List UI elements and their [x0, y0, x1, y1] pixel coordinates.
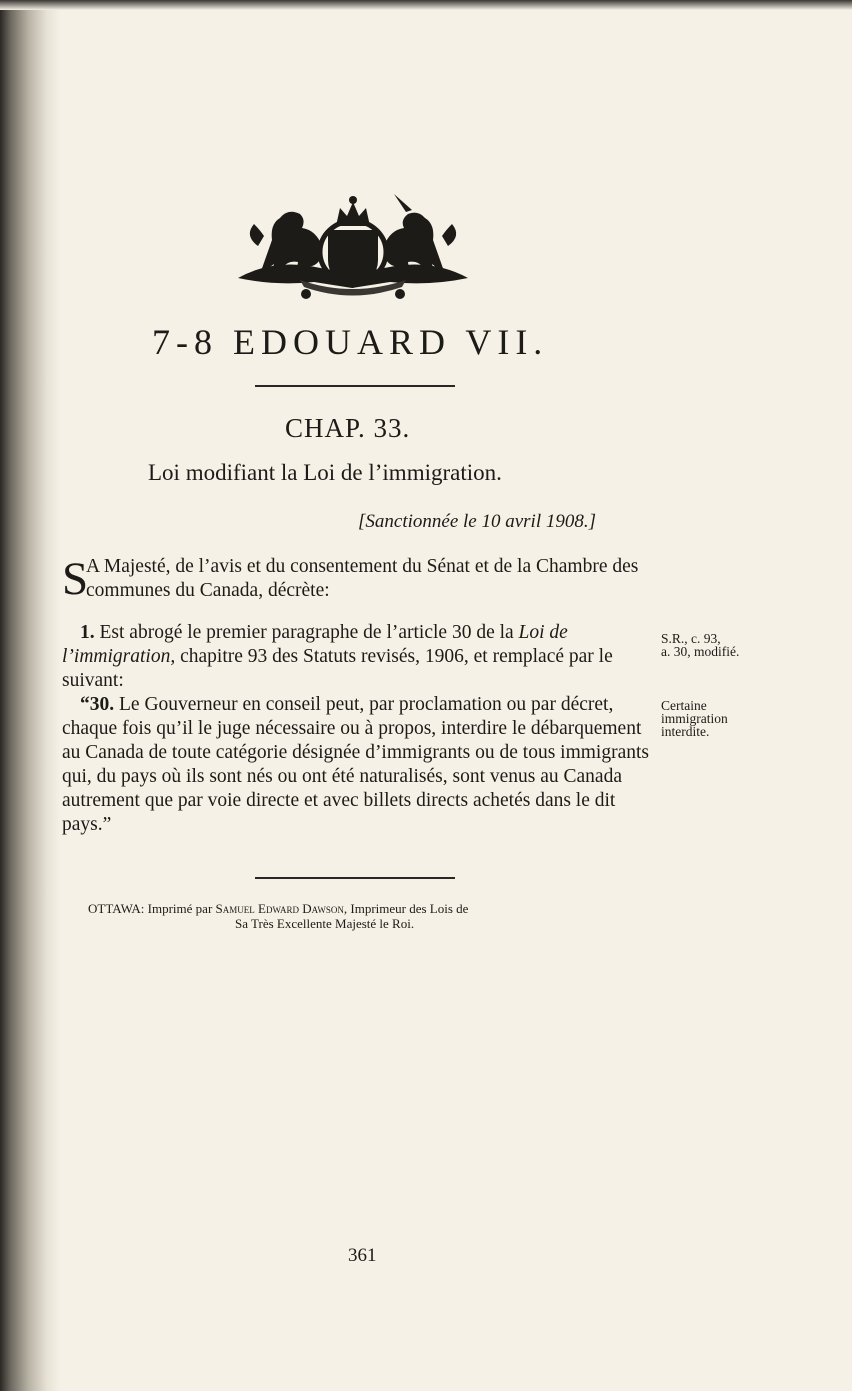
marginal-note-reference — [661, 632, 739, 658]
section-30-number: “30. — [80, 694, 115, 715]
marginal-note-2-line-3: interdite. — [661, 724, 710, 739]
act-body — [62, 555, 662, 837]
page-top-edge — [0, 0, 852, 10]
imprint-suffix: , Imprimeur des Lois de — [343, 901, 469, 916]
printer-imprint — [88, 901, 468, 931]
imprint-prefix: OTTAWA: Imprimé par — [88, 901, 216, 916]
section-1-number: 1. — [80, 622, 95, 643]
regnal-year-heading: 7-8 EDOUARD VII. — [152, 322, 549, 362]
section-1-text-before: Est abrogé le premier paragraphe de l’article 30 de la — [94, 622, 519, 643]
imprint-line-2: Sa Très Excellente Majesté le Roi. — [235, 916, 415, 931]
section-1 — [62, 621, 662, 693]
marginal-note-2-line-2: immigration — [661, 711, 728, 726]
page-number: 361 — [348, 1245, 377, 1266]
act-name-reference: Loi de l’immigration, — [62, 622, 568, 667]
chapter-number: CHAP. 33. — [285, 413, 411, 443]
section-30-text: Le Gouverneur en conseil peut, par proclamation ou par décret, chaque fois qu’il le juge nécessaire ou à propos, interdire le débarquement au Canada de toute catégorie désignée d’immigrants ou de tous immigrants qui, du pays où ils sont nés ou ont été naturalisés, sont venus au Canada autrement que par voie directe et avec billets directs achetés dans le dit pays.” — [62, 694, 649, 835]
book-gutter-shadow — [0, 0, 60, 1391]
marginal-note-subject — [661, 699, 728, 738]
enacting-clause-text: A Majesté, de l’avis et du consentement du Sénat et de la Chambre des communes du Canada, décrète: — [86, 556, 639, 601]
enacting-clause — [62, 555, 662, 603]
act-title: Loi modifiant la Loi de l’immigration. — [148, 460, 502, 485]
royal-coat-of-arms-icon — [230, 190, 475, 305]
section-1-text-after: chapitre 93 des Statuts revisés, 1906, et remplacé par le suivant: — [62, 646, 613, 691]
sanction-date: [Sanctionnée le 10 avril 1908.] — [358, 511, 596, 532]
closing-divider — [255, 877, 455, 879]
marginal-note-2-line-1: Certaine — [661, 698, 707, 713]
printer-name: Samuel Edward Dawson — [215, 901, 344, 916]
section-30 — [62, 693, 662, 837]
marginal-note-1-line-1: S.R., c. 93, — [661, 631, 721, 646]
marginal-note-1-line-2: a. 30, modifié. — [661, 644, 740, 659]
heading-divider — [255, 385, 455, 387]
drop-cap: S — [62, 553, 89, 605]
